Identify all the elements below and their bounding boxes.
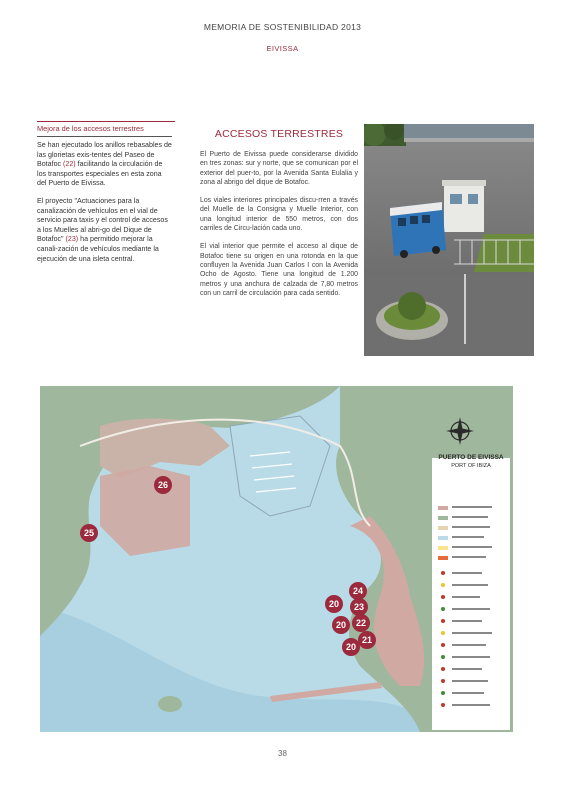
sidebar-paragraph-2 — [37, 197, 172, 264]
port-access-photo — [364, 124, 534, 356]
main-column — [200, 150, 358, 307]
map-subtitle: PORT OF IBIZA — [451, 463, 491, 469]
sidebar — [37, 124, 172, 272]
main-title: ACCESOS TERRESTRES — [214, 128, 344, 140]
sidebar-p2-text-b: ha permitido mejorar la canali-zación de vehículos mediante la ejecución de una isleta central. — [37, 235, 159, 263]
port-map-drawing — [40, 386, 513, 732]
main-paragraph-1: El Puerto de Eivissa puede considerarse dividido en tres zonas: sur y norte, que se comunican por el exterior del puer-to, por la Avenida Santa Eulalia y zona al abrigo del dique de Botafoc. — [200, 151, 358, 186]
map-marker-24: 24 — [349, 582, 367, 600]
map-marker-20-a: 20 — [325, 595, 343, 613]
map-marker-20-c: 20 — [342, 638, 360, 656]
sidebar-p1-ref: (22) — [63, 160, 76, 169]
main-paragraph-3: El vial interior que permite el acceso al dique de Botafoc tiene su origen en una rotonda en la que confluyen la Avenida Juan Carlos I con la Avenida Ocho de Agosto. Tiene una longitud de 1.200 metros y una anchura de calzada de 7,80 metros con un carril de circulación para cada sentido. — [200, 243, 358, 297]
port-map — [40, 386, 513, 732]
map-marker-20-b: 20 — [332, 616, 350, 634]
sidebar-p2-ref: (23) — [65, 235, 79, 244]
map-title: PUERTO DE EIVISSA — [438, 454, 504, 461]
sidebar-paragraph-1 — [37, 141, 172, 189]
header-section: EIVISSA — [266, 44, 299, 53]
sidebar-top-rule — [37, 121, 175, 122]
map-marker-26: 26 — [154, 476, 172, 494]
map-marker-23: 23 — [350, 598, 368, 616]
main-paragraph-2: Los viales interiores principales discu-rren a través del Muelle de la Consigna y Muelle Interior, con una longitud interior de 550 metros, con dos carriles de Circu-lación cada uno. — [200, 197, 358, 233]
sidebar-p1-text-a: Se han ejecutado los anillos rebasables de las glorietas exis-tentes del Paseo de Botafoc — [37, 141, 172, 169]
sidebar-p1-text-b: facilitando la circulación de los transportes especiales en esta zona del Puerto de Eivissa. — [37, 160, 163, 188]
map-marker-25: 25 — [80, 524, 98, 542]
map-marker-21: 21 — [358, 631, 376, 649]
header-title: MEMORIA DE SOSTENIBILIDAD 2013 — [203, 22, 362, 32]
port-access-photo-drawing — [364, 124, 534, 356]
sidebar-p2-text-a: El proyecto "Actuaciones para la canalización de vehículos en el vial de servicio para taxis y el control de accesos a los Muelles al abri-go del Dique de Botafoc" — [37, 196, 168, 244]
map-marker-22: 22 — [352, 614, 370, 632]
sidebar-heading: Mejora de los accesos terrestres — [37, 124, 172, 137]
page-number: 38 — [278, 749, 287, 758]
